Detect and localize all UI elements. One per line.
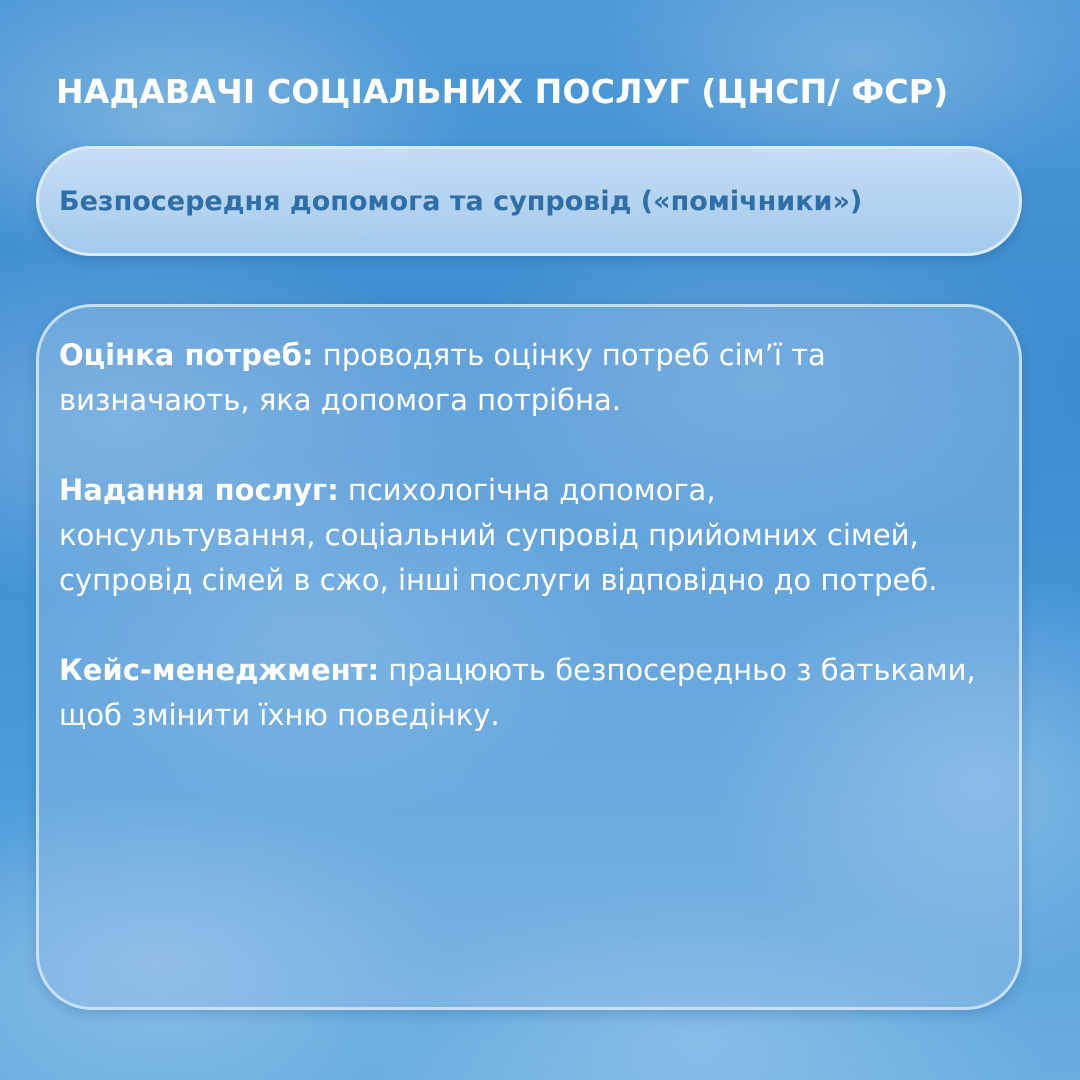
item-needs-assessment [59,333,979,423]
item-term: Надання послуг: [59,473,339,507]
item-term: Оцінка потреб: [59,338,314,372]
subtitle-banner [36,146,1022,256]
item-term: Кейс-менеджмент: [59,653,380,687]
item-case-management [59,648,979,738]
page-title: НАДАВАЧІ СОЦІАЛЬНИХ ПОСЛУГ (ЦНСП/ ФСР) [56,72,949,111]
item-text: працюють безпосередньо з батьками, щоб змінити їхню поведінку. [59,653,976,732]
subtitle-text: Безпосередня допомога та супровід («помічники») [59,185,863,217]
item-service-provision [59,468,979,603]
item-text: психологічна допомога, консультування, соціальний супровід прийомних сімей, супровід сімей в сжо, інші послуги відповідно до потреб. [59,473,938,597]
content-card [36,304,1022,1010]
item-text: проводять оцінку потреб сім’ї та визначають, яка допомога потрібна. [59,338,826,417]
